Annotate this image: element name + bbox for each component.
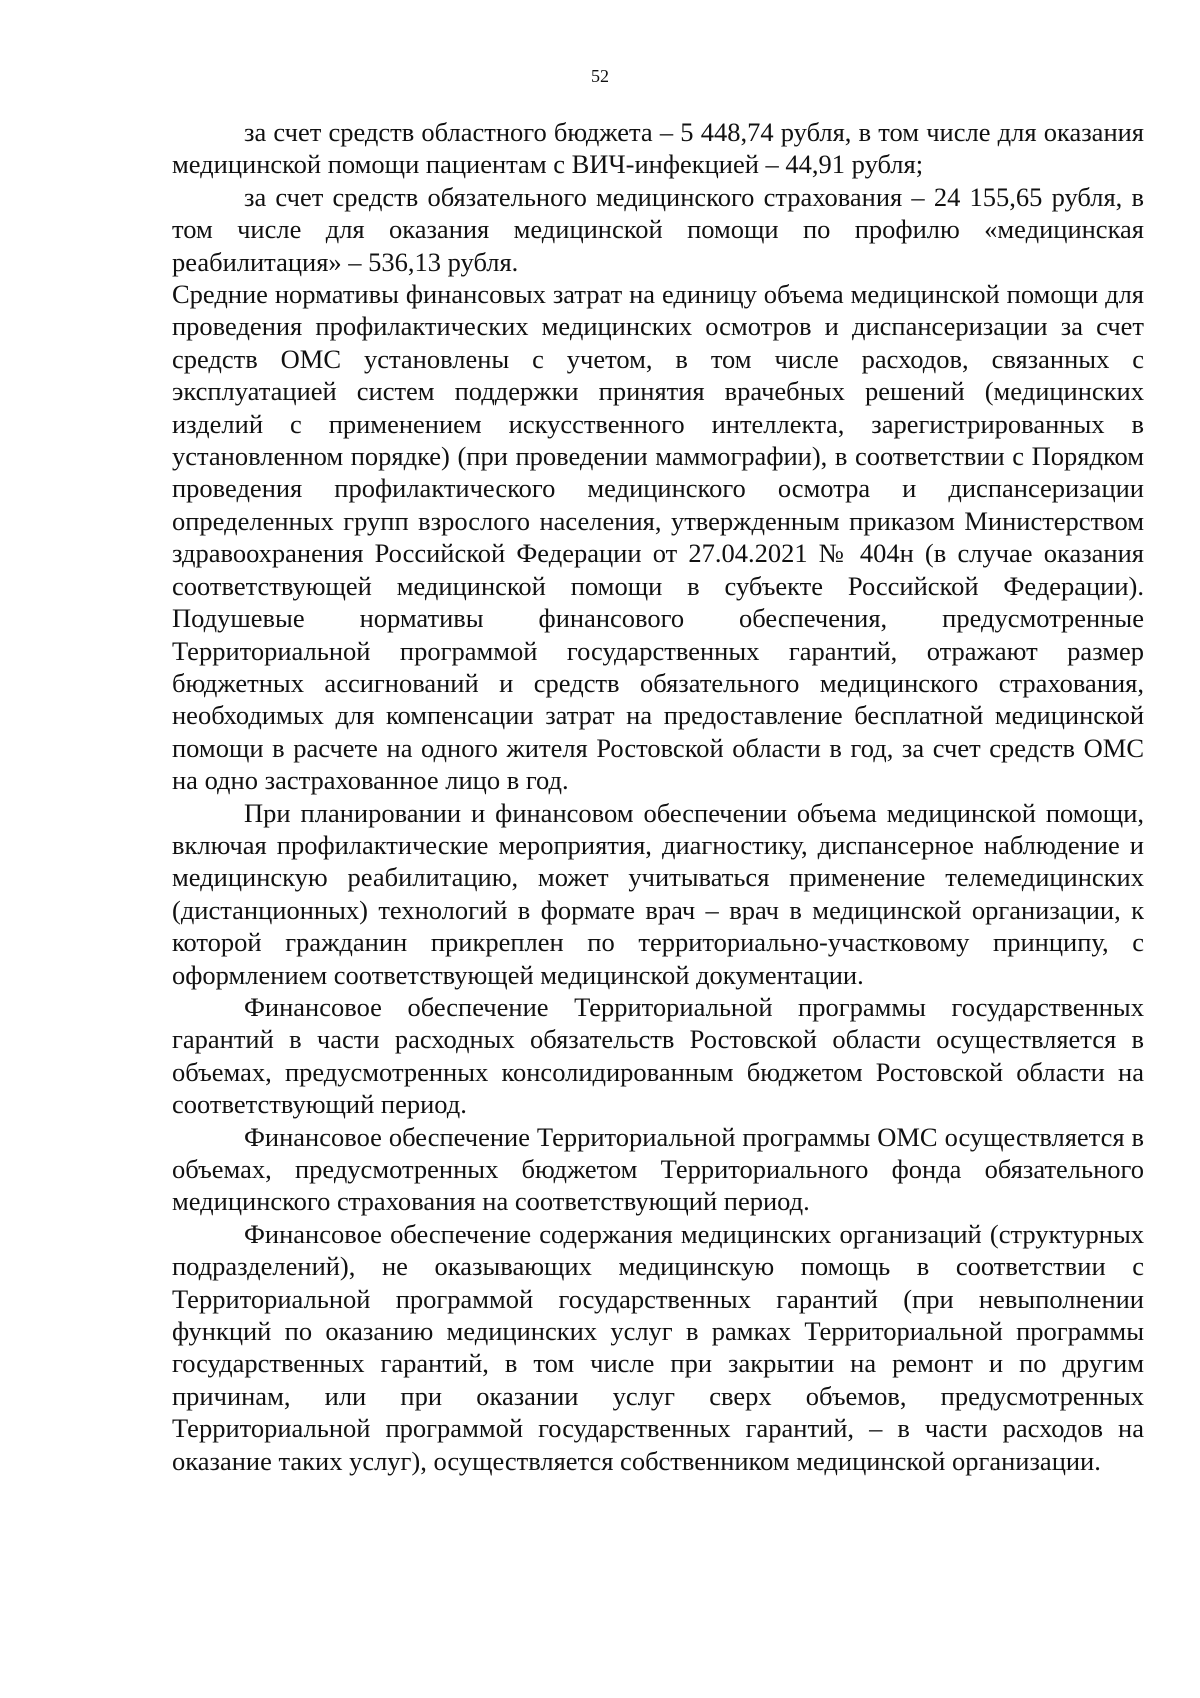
paragraph-oms-funds: за счет средств обязательного медицинского страхования – 24 155,65 рубля, в том числе для оказания медицинской помощи по профилю «медицинская реабилитация» – 536,13 рубля. xyxy=(172,181,1144,277)
document-body xyxy=(172,116,1144,1477)
paragraph-organization-maintenance: Финансовое обеспечение содержания медицинских организаций (структурных подразделений), не оказывающих медицинскую помощь в соответствии с Территориальной программой государственных гарантий (при невыполнении функций по оказанию медицинских услуг в рамках Территориальной программы государственных гарантий, в том числе при закрытии на ремонт и по другим причинам, или при оказании услуг сверх объемов, предусмотренных Территориальной программой государственных гарантий, – в части расходов на оказание таких услуг), осуществляется собственником медицинской организации. xyxy=(172,1218,1144,1476)
paragraph-telemedicine: При планировании и финансовом обеспечении объема медицинской помощи, включая профилактические мероприятия, диагностику, диспансерное наблюдение и медицинскую реабилитацию, может учитываться применение телемедицинских (дистанционных) технологий в формате врач – врач в медицинской организации, к которой гражданин прикреплен по территориально-участковому принципу, с оформлением соответствующей медицинской документации. xyxy=(172,797,1144,990)
paragraph-regional-budget: за счет средств областного бюджета – 5 448,74 рубля, в том числе для оказания медицинской помощи пациентам с ВИЧ-инфекцией – 44,91 рубля; xyxy=(172,117,1144,180)
page-number: 52 xyxy=(591,66,609,86)
paragraph-oms-program-financing: Финансовое обеспечение Территориальной программы ОМС осуществляется в объемах, предусмотренных бюджетом Территориального фонда обязательного медицинского страхования на соответствующий период. xyxy=(172,1121,1144,1217)
paragraph-average-standards: Средние нормативы финансовых затрат на единицу объема медицинской помощи для проведения профилактических медицинских осмотров и диспансеризации за счет средств ОМС установлены с учетом, в том числе расходов, связанных с эксплуатацией систем поддержки принятия врачебных решений (медицинских изделий с применением искусственного интеллекта, зарегистрированных в установленном порядке) (при проведении маммографии), в соответствии с Порядком проведения профилактического медицинского осмотра и диспансеризации определенных групп взрослого населения, утвержденным приказом Министерством здравоохранения Российской Федерации от 27.04.2021 № 404н (в случае оказания соответствующей медицинской помощи в субъекте Российской Федерации). Подушевые нормативы финансового обеспечения, предусмотренные Территориальной программой государственных гарантий, отражают размер бюджетных ассигнований и средств обязательного медицинского страхования, необходимых для компенсации затрат на предоставление бесплатной медицинской помощи в расчете на одного жителя Ростовской области в год, за счет средств ОМС на одно застрахованное лицо в год. xyxy=(172,279,1144,796)
paragraph-regional-financing: Финансовое обеспечение Территориальной программы государственных гарантий в части расходных обязательств Ростовской области осуществляется в объемах, предусмотренных консолидированным бюджетом Ростовской области на соответствующий период. xyxy=(172,991,1144,1120)
